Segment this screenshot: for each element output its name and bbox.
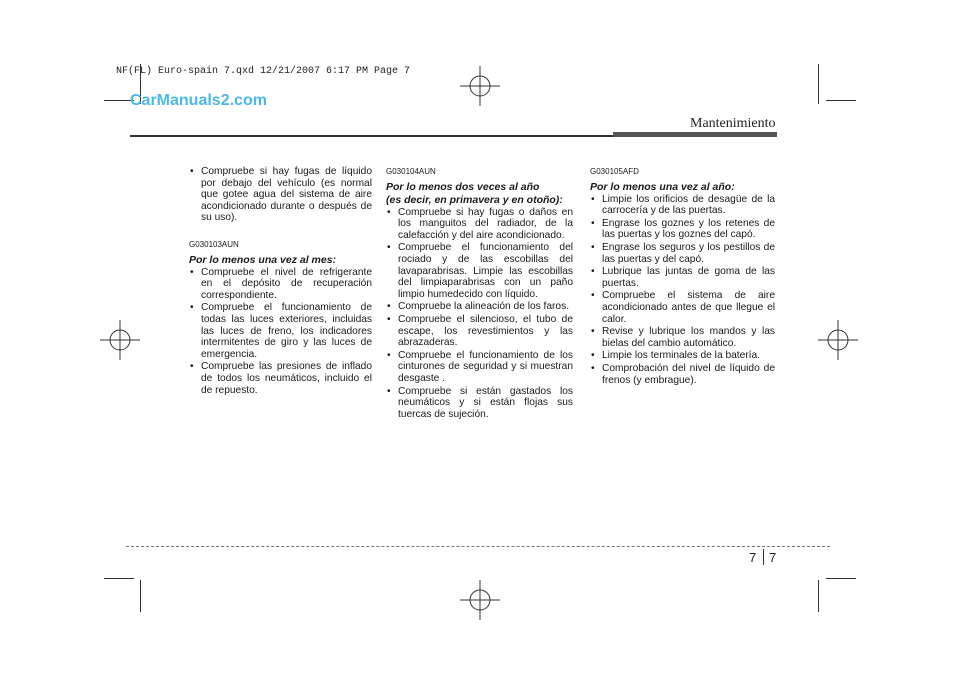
list-item: • Compruebe el sistema de aire acondicionado antes de que llegue el calor. <box>590 290 775 325</box>
list-item: • Compruebe el nivel de refrigerante en el depósito de recuperación correspondiente. <box>189 267 372 302</box>
list-item: • Compruebe las presiones de inflado de todos los neumáticos, incluido el de repuesto. <box>189 361 372 396</box>
list-item: • Revise y lubrique los mandos y las bielas del cambio automático. <box>590 326 775 349</box>
section-code: G030103AUN <box>189 239 239 249</box>
column-1 <box>189 166 372 397</box>
registration-mark-icon <box>100 320 140 360</box>
registration-mark-icon <box>818 320 858 360</box>
page-number-divider <box>763 549 764 565</box>
section-heading: Por lo menos una vez al año: <box>590 180 735 193</box>
list-item: • Lubrique las juntas de goma de las puertas. <box>590 266 775 289</box>
footer-rule <box>126 546 830 547</box>
column-2 <box>386 166 573 421</box>
chapter-number: 7 <box>749 550 757 565</box>
list-item: • Compruebe la alineación de los faros. <box>386 301 573 313</box>
section-subheading: (es decir, en primavera y en otoño): <box>386 193 563 206</box>
list-item: • Comprobación del nivel de líquido de frenos (y embrague). <box>590 363 775 386</box>
checklist <box>386 207 573 421</box>
list-item: • Compruebe el funcionamiento de todas las luces exteriores, incluidas las luces de freno, los indicadores intermitentes de giro y las luces de emergencia. <box>189 302 372 360</box>
section-code: G030104AUN <box>386 167 436 176</box>
trim-mark <box>818 64 819 104</box>
list-item: • Compruebe el funcionamiento de los cinturones de seguridad y si muestran desgaste . <box>386 350 573 385</box>
print-file-info: NF(FL) Euro-spain 7.qxd 12/21/2007 6:17 PM Page 7 <box>116 66 411 77</box>
registration-mark-icon <box>460 66 500 106</box>
trim-mark <box>140 580 141 612</box>
section-heading: Por lo menos una vez al mes: <box>189 253 337 266</box>
list-item: • Compruebe si hay fugas o daños en los manguitos del radiador, de la calefacción y del aire acondicionado. <box>386 207 573 242</box>
list-item: • Engrase los seguros y los pestillos de las puertas y del capó. <box>590 242 775 265</box>
list-item: • Limpie los orificios de desagüe de la carrocería y de las puertas. <box>590 194 775 217</box>
list-item: • Compruebe si están gastados los neumáticos y si están flojas sus tuercas de sujeción. <box>386 386 573 421</box>
list-item: • Compruebe el silencioso, el tubo de escape, los revestimientos y las abrazaderas. <box>386 314 573 349</box>
list-item: • Compruebe el funcionamiento del rociado y de las escobillas del lavaparabrisas. Limpie las escobillas del limpiaparabrisas con un paño limpio humedecido con líquido. <box>386 242 573 300</box>
registration-mark-icon <box>460 580 500 620</box>
header-rule-accent <box>613 132 777 137</box>
trim-mark <box>826 100 856 101</box>
checklist <box>189 267 372 397</box>
section-heading: Por lo menos dos veces al año <box>386 180 540 193</box>
trim-mark <box>104 578 134 579</box>
watermark-logo: CarManuals2.com <box>130 92 267 109</box>
list-item: • Limpie los terminales de la batería. <box>590 350 775 362</box>
list-item: • Compruebe si hay fugas de líquido por debajo del vehículo (es normal que gotee agua del sistema de aire acondicionado durante o después de su uso). <box>189 166 372 224</box>
column-3 <box>590 166 775 387</box>
section-code: G030105AFD <box>590 167 639 176</box>
list-item: • Engrase los goznes y los retenes de las puertas y los goznes del capó. <box>590 218 775 241</box>
section-title: Mantenimiento <box>690 116 776 131</box>
checklist <box>590 194 775 387</box>
trim-mark <box>826 578 856 579</box>
intro-list <box>189 166 372 224</box>
trim-mark <box>818 580 819 612</box>
header-rule <box>130 135 613 137</box>
page-number: 7 <box>769 550 777 565</box>
